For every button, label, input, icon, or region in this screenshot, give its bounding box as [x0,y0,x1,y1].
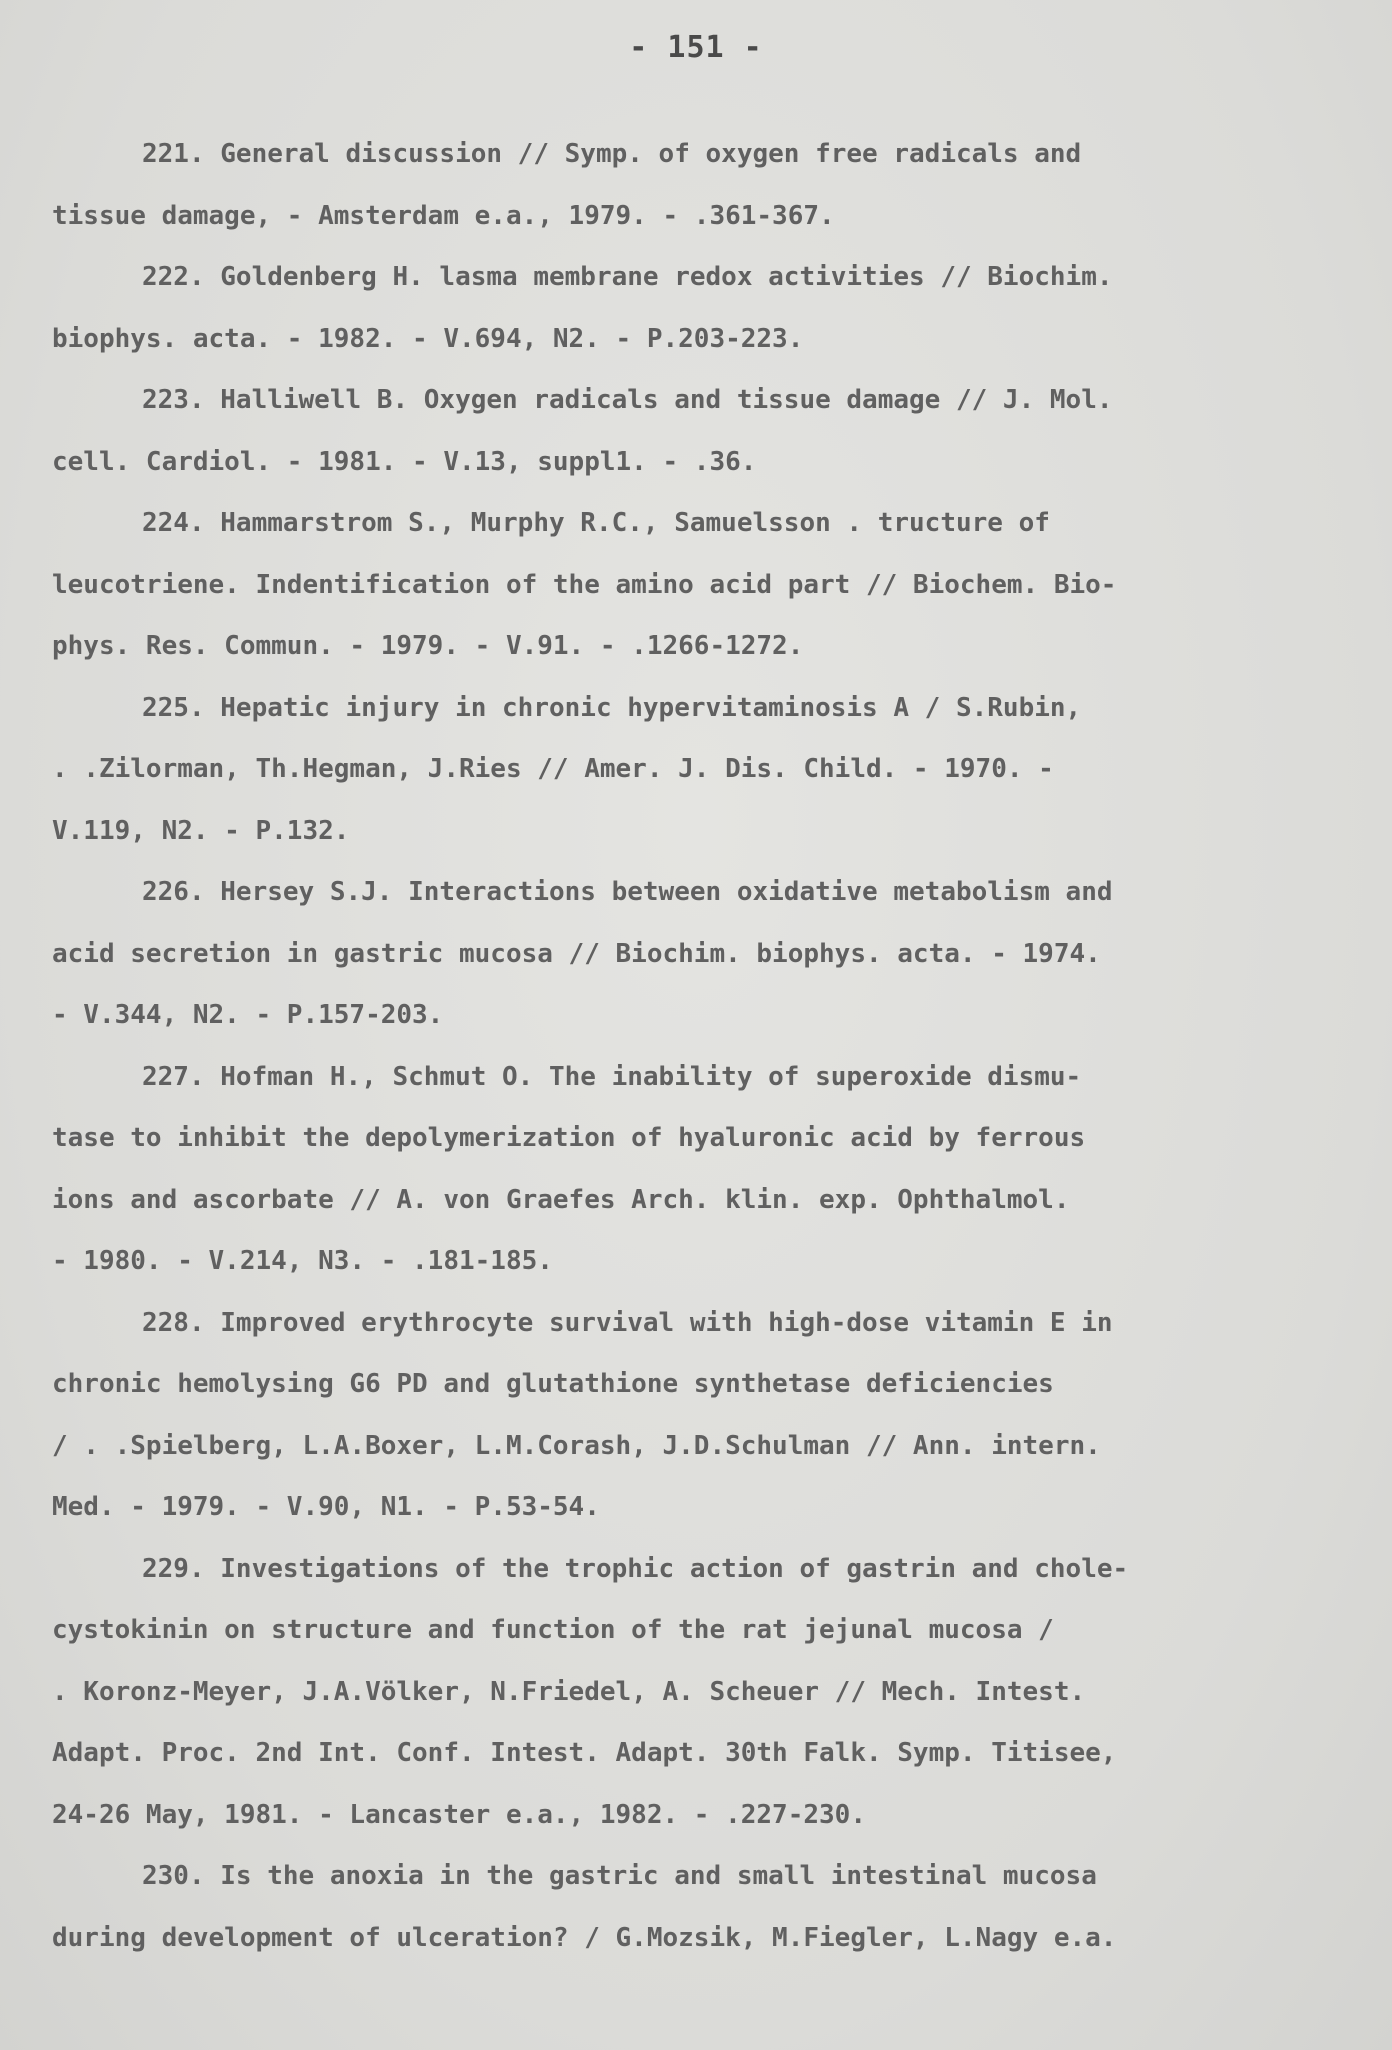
reference-continuation-line: . Koronz-Meyer, J.A.Völker, N.Friedel, A. Scheuer // Mech. Intest. [52,1676,1086,1707]
reference-entry-227 [52,1047,1352,1293]
reference-continuation-line: . .Zilorman, Th.Hegman, J.Ries // Amer. J. Dis. Child. - 1970. - [52,754,1054,784]
reference-list [52,124,1352,1969]
reference-first-line: 221. General discussion // Symp. of oxygen free radicals and [142,139,1082,169]
reference-continuation-line: chronic hemolysing G6 PD and glutathione synthetase deficiencies [52,1369,1054,1399]
reference-first-line: 230. Is the anoxia in the gastric and small intestinal mucosa [142,1861,1097,1891]
reference-entry-230 [52,1846,1352,1969]
reference-entry-224 [52,493,1352,678]
reference-continuation-line: 24-26 May, 1981. - Lancaster e.a., 1982. - .227-230. [52,1799,866,1830]
reference-continuation-line: leucotriene. Indentification of the amino acid part // Biochem. Bio- [52,569,1117,600]
reference-entry-229 [52,1539,1352,1847]
reference-continuation-line: Adapt. Proc. 2nd Int. Conf. Intest. Adapt. 30th Falk. Symp. Titisee, [52,1738,1117,1768]
reference-entry-228 [52,1293,1352,1539]
reference-continuation-line: - 1980. - V.214, N3. - .181-185. [52,1246,553,1276]
reference-entry-223 [52,370,1352,493]
reference-continuation-line: tissue damage, - Amsterdam e.a., 1979. - .361-367. [52,200,835,231]
reference-continuation-line: / . .Spielberg, L.A.Boxer, L.M.Corash, J.D.Schulman // Ann. intern. [52,1430,1101,1461]
reference-entry-222 [52,247,1352,370]
reference-first-line: 226. Hersey S.J. Interactions between oxidative metabolism and [142,877,1113,907]
reference-first-line: 222. Goldenberg H. lasma membrane redox activities // Biochim. [142,262,1113,292]
reference-continuation-line: during development of ulceration? / G.Mozsik, M.Fiegler, L.Nagy e.a. [52,1922,1117,1953]
reference-entry-226 [52,862,1352,1047]
reference-continuation-line: acid secretion in gastric mucosa // Biochim. biophys. acta. - 1974. [52,938,1101,969]
reference-first-line: 229. Investigations of the trophic action of gastrin and chole- [142,1553,1129,1584]
reference-continuation-line: biophys. acta. - 1982. - V.694, N2. - P.203-223. [52,323,804,354]
reference-continuation-line: V.119, N2. - P.132. [52,815,350,846]
reference-first-line: 228. Improved erythrocyte survival with high-dose vitamin E in [142,1307,1113,1338]
reference-continuation-line: tase to inhibit the depolymerization of hyaluronic acid by ferrous [52,1123,1086,1153]
reference-first-line: 227. Hofman H., Schmut O. The inability of superoxide dismu- [142,1061,1082,1092]
reference-continuation-line: Med. - 1979. - V.90, N1. - P.53-54. [52,1492,600,1522]
reference-first-line: 223. Halliwell B. Oxygen radicals and tissue damage // J. Mol. [142,385,1113,415]
reference-continuation-line: cystokinin on structure and function of the rat jejunal mucosa / [52,1615,1054,1645]
reference-continuation-line: cell. Cardiol. - 1981. - V.13, suppl1. - .36. [52,446,757,477]
reference-entry-221 [52,124,1352,247]
reference-continuation-line: phys. Res. Commun. - 1979. - V.91. - .1266-1272. [52,631,804,661]
reference-entry-225 [52,678,1352,863]
reference-continuation-line: - V.344, N2. - P.157-203. [52,1000,444,1030]
reference-continuation-line: ions and ascorbate // A. von Graefes Arch. klin. exp. Ophthalmol. [52,1184,1070,1215]
reference-first-line: 224. Hammarstrom S., Murphy R.C., Samuelsson . tructure of [142,508,1050,538]
reference-first-line: 225. Hepatic injury in chronic hypervitaminosis A / S.Rubin, [142,692,1082,723]
page-number: - 151 - [629,30,763,65]
